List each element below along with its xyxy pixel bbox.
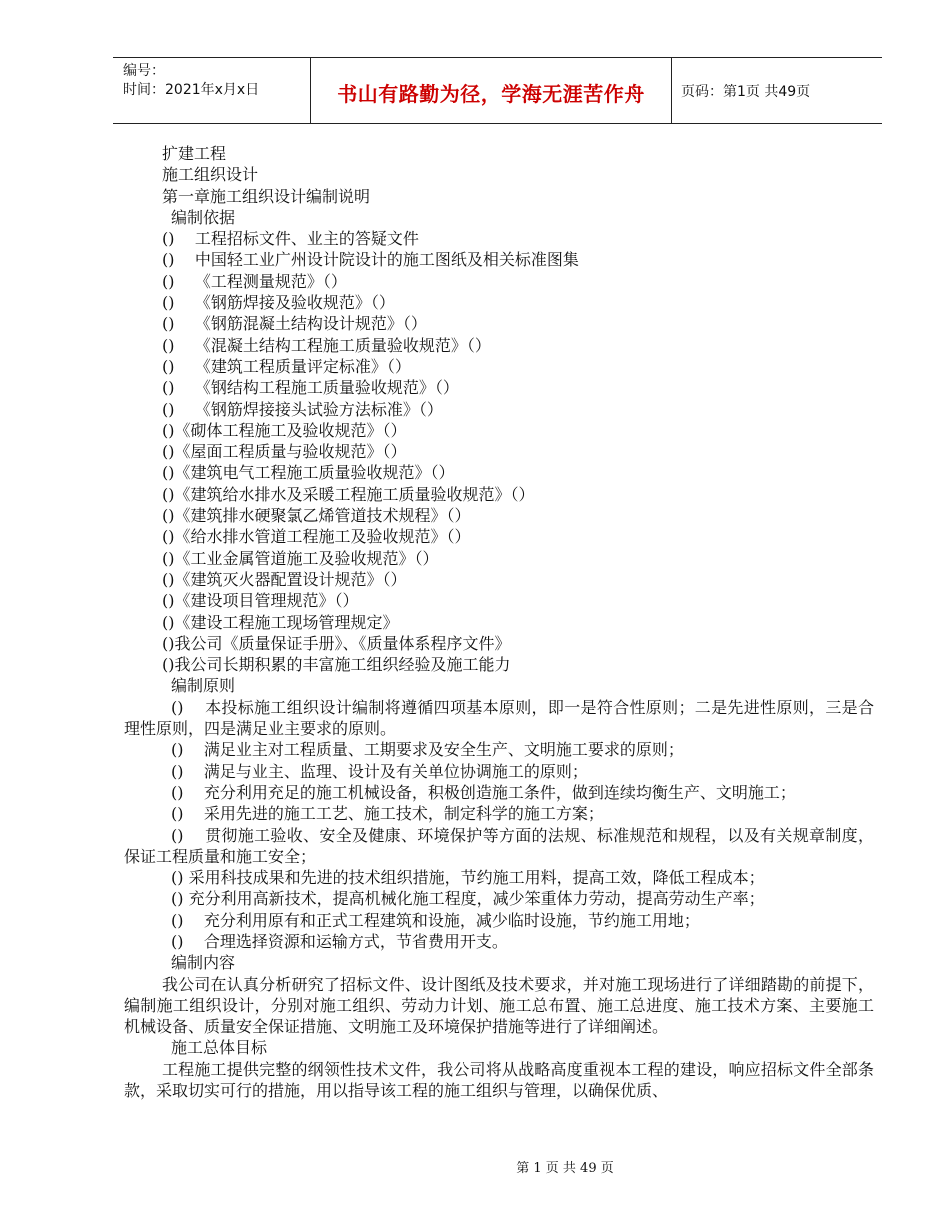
- section-heading-goal: 施工总体目标: [171, 1038, 268, 1058]
- goal-paragraph: 工程施工提供完整的纲领性技术文件，我公司将从战略高度重视本工程的建设，响应招标文件全部条款，采取切实可行的措施，用以指导该工程的施工组织与管理，以确保优质、: [124, 1059, 874, 1101]
- principle-item: () 贯彻施工验收、安全及健康、环境保护等方面的法规、标准规范和规程，以及有关规章制度，保证工程质量和施工安全；: [124, 825, 874, 866]
- basis-item: ()《建设项目管理规范》（）: [162, 591, 359, 611]
- header-page-label: 页码：第1页 共49页: [681, 84, 811, 100]
- document-number-label: 编号：: [123, 63, 165, 79]
- basis-item: () 《工程测量规范》（）: [162, 271, 347, 291]
- basis-item: ()《建设工程施工现场管理规定》: [162, 612, 399, 632]
- section-heading-principles: 编制原则: [171, 676, 236, 696]
- basis-item: ()《给水排水管道工程施工及验收规范》（）: [162, 527, 471, 547]
- basis-item: ()我公司《质量保证手册》、《质量体系程序文件》: [162, 633, 511, 653]
- page-footer: [0, 1157, 950, 1176]
- content-paragraph: 我公司在认真分析研究了招标文件、设计图纸及技术要求，并对施工现场进行了详细踏勘的前提下，编制施工组织设计，分别对施工组织、劳动力计划、施工总布置、施工总进度、施工技术方案、主要施工机械设备、质量安全保证措施、文明施工及环境保护措施等进行了详细阐述。: [124, 974, 874, 1037]
- principle-item: () 充分利用充足的施工机械设备，积极创造施工条件，做到连续均衡生产、文明施工；: [171, 782, 796, 802]
- basis-item: ()《屋面工程质量与验收规范》（）: [162, 442, 407, 462]
- footer-page-number: 第 1 页 共 49 页: [516, 1161, 614, 1176]
- page-header: [113, 57, 882, 124]
- header-slogan: 书山有路勤为径，学海无涯苦作舟: [337, 82, 645, 106]
- principle-item: () 采用先进的施工工艺、施工技术，制定科学的施工方案；: [171, 804, 604, 824]
- chapter-title: 第一章施工组织设计编制说明: [162, 186, 371, 206]
- header-slogan-cell: [310, 58, 672, 123]
- basis-item: () 《钢筋焊接及验收规范》（）: [162, 293, 395, 313]
- section-heading-content: 编制内容: [171, 953, 236, 973]
- basis-item: ()《建筑电气工程施工质量验收规范》（）: [162, 463, 455, 483]
- document-body: [124, 143, 874, 1101]
- header-page-cell: [671, 58, 882, 123]
- project-title: 扩建工程: [162, 144, 227, 163]
- basis-item: ()《工业金属管道施工及验收规范》（）: [162, 548, 439, 568]
- basis-item: ()《建筑灭火器配置设计规范》（）: [162, 569, 407, 589]
- basis-item: () 中国轻工业广州设计院设计的施工图纸及相关标准图集: [162, 250, 579, 270]
- basis-item: ()《砌体工程施工及验收规范》（）: [162, 420, 407, 440]
- basis-item: () 《钢筋焊接接头试验方法标准》（）: [162, 399, 443, 419]
- document-time-label: 时间：2021年x月x日: [123, 82, 260, 98]
- section-heading-basis: 编制依据: [171, 207, 236, 227]
- principle-item: () 采用科技成果和先进的技术组织措施，节约施工用料，提高工效，降低工程成本；: [171, 868, 765, 888]
- basis-item: ()《建筑给水排水及采暖工程施工质量验收规范》（）: [162, 484, 535, 504]
- basis-item: () 工程招标文件、业主的答疑文件: [162, 229, 419, 249]
- header-meta: [113, 58, 310, 123]
- basis-item: () 《钢结构工程施工质量验收规范》（）: [162, 378, 459, 398]
- document-title: 施工组织设计: [162, 165, 259, 185]
- principle-item: () 本投标施工组织设计编制将遵循四项基本原则，即一是符合性原则；二是先进性原则，三是合理性原则，四是满足业主要求的原则。: [124, 697, 874, 739]
- principle-item: () 充分利用高新技术，提高机械化施工程度，减少笨重体力劳动，提高劳动生产率；: [171, 889, 765, 909]
- principle-item: () 满足与业主、监理、设计及有关单位协调施工的原则；: [171, 761, 588, 781]
- principle-item: () 充分利用原有和正式工程建筑和设施，减少临时设施，节约施工用地；: [171, 910, 700, 930]
- basis-item: ()《建筑排水硬聚氯乙烯管道技术规程》（）: [162, 506, 471, 526]
- basis-item: () 《建筑工程质量评定标准》（）: [162, 356, 411, 376]
- basis-item: ()我公司长期积累的丰富施工组织经验及施工能力: [162, 655, 511, 675]
- basis-item: () 《钢筋混凝土结构设计规范》（）: [162, 314, 427, 334]
- basis-item: () 《混凝土结构工程施工质量验收规范》（）: [162, 335, 491, 355]
- principle-item: () 满足业主对工程质量、工期要求及安全生产、文明施工要求的原则；: [171, 740, 684, 760]
- principle-item: () 合理选择资源和运输方式，节省费用开支。: [171, 931, 508, 951]
